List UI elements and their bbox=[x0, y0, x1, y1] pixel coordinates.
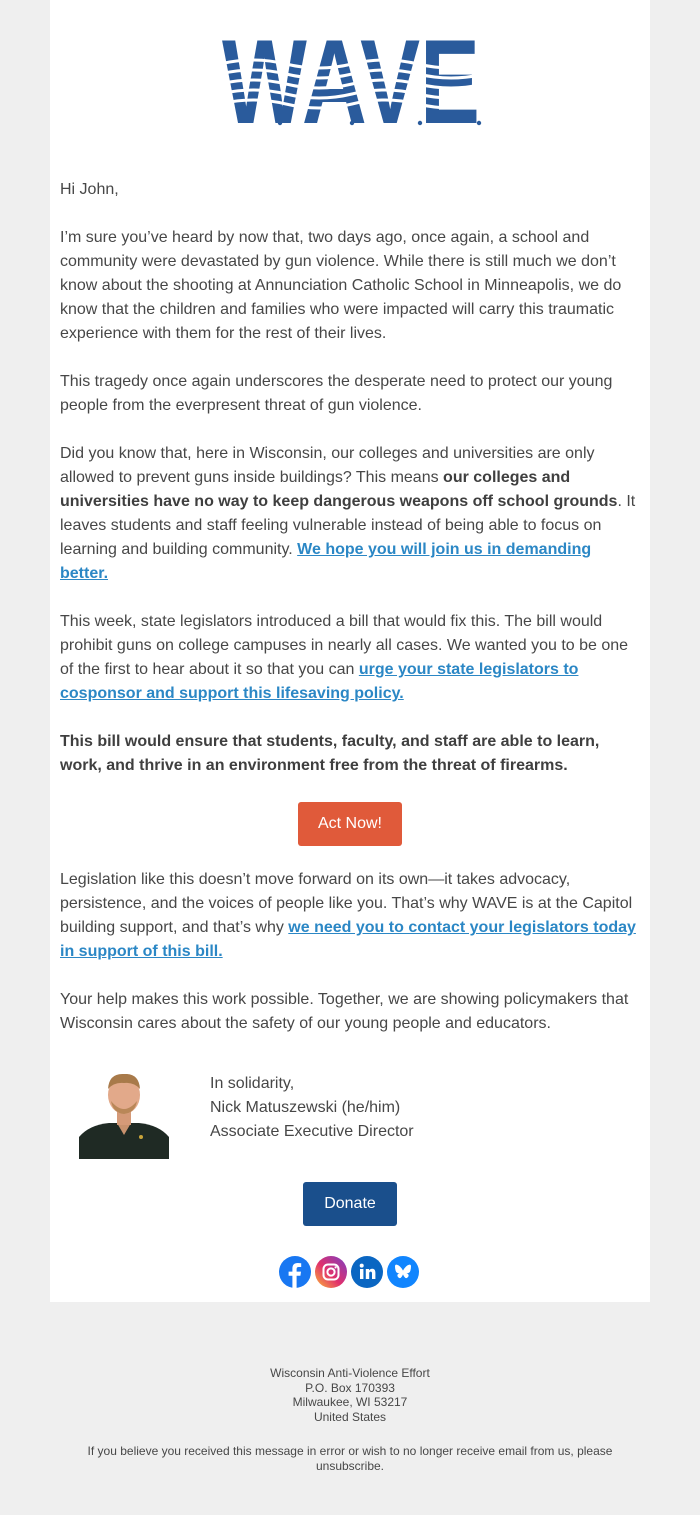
paragraph-wisconsin: Did you know that, here in Wisconsin, our colleges and universities are only allowed to prevent guns inside buildings? This means our colleges and universities have no way to keep dangerous weapons off school grounds. It leaves students and staff feeling vulnerable instead of being able to focus on learning and building community. We hope you will join us in demanding better. bbox=[60, 445, 636, 582]
wave-logo[interactable] bbox=[220, 34, 482, 128]
paragraph-bill-summary: This bill would ensure that students, faculty, and staff are able to learn, work, and thrive in an environment free from the threat of firearms. bbox=[60, 733, 600, 774]
facebook-icon[interactable] bbox=[279, 1256, 311, 1288]
paragraph-tragedy: This tragedy once again underscores the desperate need to protect our young people from the everpresent threat of gun violence. bbox=[60, 373, 613, 414]
paragraph-bill: This week, state legislators introduced a bill that would fix this. The bill would prohibit guns on college campuses in nearly all cases. We wanted you to be one of the first to hear about it so that you can urge your state legislators to cosponsor and support this lifesaving policy. bbox=[60, 613, 629, 702]
urge-legislators-link[interactable]: urge your state legislators to cosponsor and support this lifesaving policy. bbox=[60, 661, 579, 702]
act-now-button[interactable]: Act Now! bbox=[298, 802, 402, 846]
donate-button[interactable]: Donate bbox=[303, 1182, 397, 1226]
paragraph-help: Your help makes this work possible. Together, we are showing policymakers that Wisconsin cares about the safety of our young people and educators. bbox=[60, 991, 629, 1032]
paragraph-shooting: I’m sure you’ve heard by now that, two days ago, once again, a school and community were devastated by gun violence. While there is still much we don’t know about the shooting at Annunciation Catholic School in Minneapolis, we do know that the children and families who were impacted will carry this traumatic experience with them for the rest of their lives. bbox=[60, 229, 622, 342]
signature-name: Nick Matuszewski (he/him) bbox=[210, 1099, 401, 1116]
instagram-icon[interactable] bbox=[315, 1256, 347, 1288]
footer-country: United States bbox=[313, 1409, 387, 1424]
wave-logo-image bbox=[220, 34, 482, 128]
email-card bbox=[50, 0, 650, 1302]
greeting: Hi John, bbox=[60, 181, 119, 198]
bold-no-way: our colleges and universities have no way to keep dangerous weapons off school grounds bbox=[60, 469, 618, 510]
bluesky-icon[interactable] bbox=[387, 1256, 419, 1288]
email-body bbox=[60, 178, 640, 1060]
signature-title: Associate Executive Director bbox=[210, 1123, 414, 1140]
unsubscribe-link[interactable]: unsubscribe. bbox=[315, 1458, 385, 1473]
footer-note: If you believe you received this message in error or wish to no longer receive email from us, please unsubscribe. bbox=[87, 1444, 613, 1473]
avatar bbox=[79, 1067, 169, 1159]
contact-legislators-link[interactable]: we need you to contact your legislators today in support of this bill. bbox=[60, 919, 636, 960]
avatar-photo bbox=[79, 1067, 169, 1159]
paragraph-legislation: Legislation like this doesn’t move forward on its own—it takes advocacy, persistence, and the voices of people like you. That’s why WAVE is at the Capitol building support, and that’s why we need you to contact your legislators today in support of this bill. bbox=[60, 871, 636, 960]
email-footer bbox=[0, 1366, 700, 1473]
footer-address bbox=[0, 1366, 700, 1424]
signature-closing: In solidarity, bbox=[210, 1075, 295, 1092]
footer-org: Wisconsin Anti-Violence Effort bbox=[270, 1366, 430, 1380]
linkedin-icon[interactable] bbox=[351, 1256, 383, 1288]
footer-city: Milwaukee, WI 53217 bbox=[292, 1395, 408, 1409]
act-now-row bbox=[60, 802, 640, 846]
signature-block bbox=[50, 1063, 650, 1163]
social-links bbox=[279, 1256, 423, 1288]
footer-po-box: P.O. Box 170393 bbox=[305, 1380, 395, 1395]
join-us-link[interactable]: We hope you will join us in demanding better. bbox=[60, 541, 592, 582]
signature-text bbox=[210, 1072, 414, 1144]
